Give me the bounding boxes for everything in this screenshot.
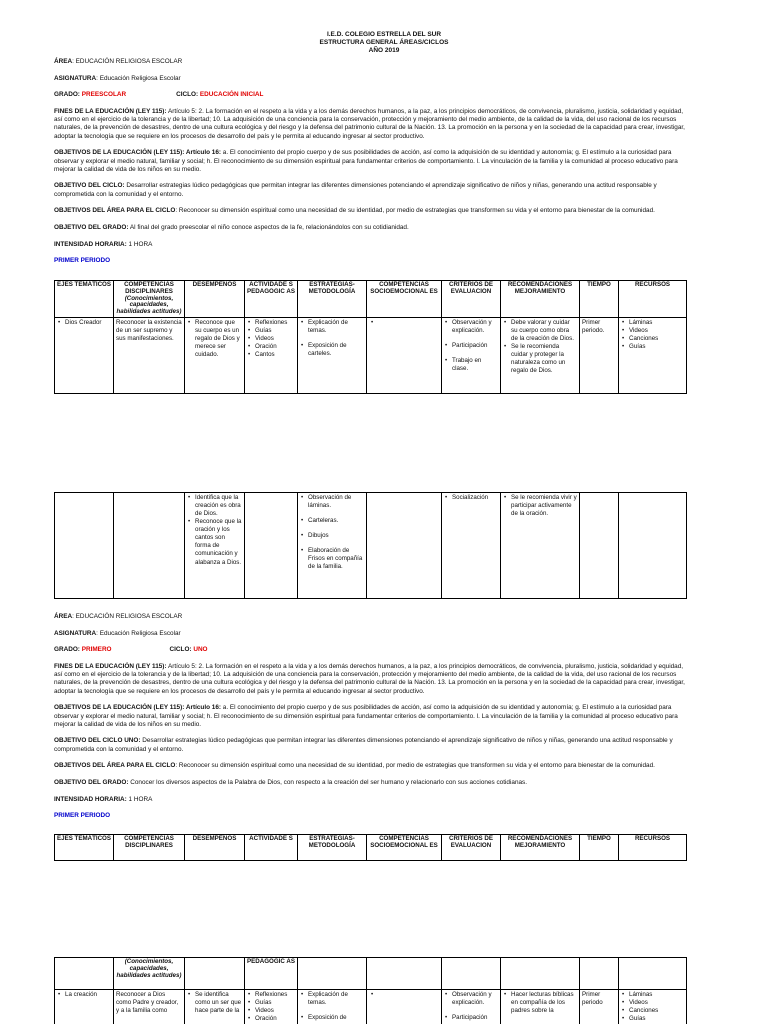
list-item: • Láminas [621, 991, 684, 999]
col-tiempo: TIEMPO [580, 281, 619, 318]
table-row [55, 318, 687, 394]
table-row [55, 990, 687, 1024]
cell-tiempo: Primer periodo. [580, 318, 619, 394]
area-line: ÁREA: EDUCACIÓN RELIGIOSA ESCOLAR [54, 613, 183, 620]
list-item: • Guías [247, 999, 295, 1007]
list-item: • Elaboración de Frisos en compañía de la familia. [300, 547, 364, 571]
list-item: • Videos [247, 335, 295, 343]
intensidad-line: INTENSIDAD HORARIA: 1 HORA [54, 795, 153, 803]
list-item: • Explicación de temas. [300, 991, 364, 1007]
list-item: • Guías [247, 327, 295, 335]
col-estrategias: ESTRATEGIAS-METODOLOGÍA [298, 835, 367, 861]
ciclo-value: UNO [193, 646, 208, 654]
objetivos-ley-paragraph: OBJETIVOS DE LA EDUCACIÓN (LEY 115): Artículo 16: a. El conocimiento del propio cuerpo y de sus posibilidades de acción, así como la adquisición de su identidad y autonomía; g. El estímulo a la curiosidad para observar y explorar el medio natural, familiar y social; h. El reconocimiento de su dimensión espiritual para fundamentar criterios de comportamiento. l. La vinculación de la familia y la comunidad al proceso educativo para mejorar la calidad de vida de los niños en su medio. [54, 704, 678, 728]
objetivo-ciclo-paragraph: OBJETIVO DEL CICLO UNO: Desarrollar estrategias lúdico pedagógicas que permitan integrar las diferentes dimensiones potenciando el aprendizaje significativo de niños y niñas, generando una actitud responsable y comprometida con la comunidad y el entorno. [54, 737, 673, 753]
primero-section [54, 613, 690, 821]
list-item: • Reconoce que su cuerpo es un regalo de Dios y merece ser cuidado. [187, 319, 242, 359]
document-year: AÑO 2019 [368, 46, 400, 54]
planning-table-preescolar-continued [54, 492, 687, 599]
col-competencias: COMPETENCIAS DISCIPLINARES [114, 835, 185, 861]
school-name: I.E.D. COLEGIO ESTRELLA DEL SUR [326, 31, 442, 38]
ciclo-value: EDUCACIÓN INICIAL [199, 91, 264, 99]
cell-competencia: Reconocer a Dios como Padre y creador, y a la familia como [114, 990, 185, 1024]
fines-paragraph: FINES DE LA EDUCACIÓN (LEY 115): Artículo 5: 2. La formación en el respeto a la vida y a los demás derechos humanos, a la paz, a los principios democráticos, de convivencia, pluralismo, justicia, solidaridad y equidad, así como en el ejercicio de la tolerancia y de la libertad; 10. La adquisición de una conciencia para la conservación, protección y mejoramiento del medio ambiente, de la calidad de la vida, del uso racional de los recursos naturales, de la prevención de desastres, dentro de una cultura ecológica y del riesgo y la defensa del patrimonio cultural de la Nación. 13. La promoción en la persona y en la sociedad de la capacidad para crear, investigar, adoptar la tecnología que se requiere en los procesos de desarrollo del país y le permita al educando ingresar al sector productivo. [54, 663, 685, 695]
planning-table-preescolar [54, 280, 687, 394]
list-item: • Participación [444, 342, 498, 350]
col-recursos: RECURSOS [619, 835, 687, 861]
list-item: • Trabajo en clase. [444, 357, 498, 373]
list-item: • Reconoce que la oración y los cantos son forma de comunicación y alabanza a Dios. [187, 518, 242, 566]
col-actividades: ACTIVIDADE S [245, 835, 298, 861]
fines-paragraph: FINES DE LA EDUCACIÓN (LEY 115): Artículo 5: 2. La formación en el respeto a la vida y a los demás derechos humanos, a la paz, a los principios democráticos, de convivencia, pluralismo, justicia, solidaridad y equidad, así como en el ejercicio de la tolerancia y de la libertad; 10. La adquisición de una conciencia para la conservación, protección y mejoramiento del medio ambiente, de la calidad de la vida, del uso racional de los recursos naturales, de la prevención de desastres, dentro de una cultura ecológica y del riesgo y la defensa del patrimonio cultural de la Nación. 13. La promoción en la persona y en la sociedad de la capacidad para crear, investigar, adoptar la tecnología que se requiere en los procesos de desarrollo del país y le permita al educando ingresar al sector productivo. [54, 108, 685, 140]
list-item: • Canciones [621, 1007, 684, 1015]
grado-value: PRIMERO [81, 646, 112, 654]
list-item: • Explicación de temas. [300, 319, 364, 335]
list-item: • Debe valorar y cuidar su cuerpo como obra de la creación de Dios. [503, 319, 577, 343]
bullet-mark: • [371, 991, 374, 998]
list-item: • Guías [621, 1015, 684, 1023]
list-item: • Cantos [247, 351, 295, 359]
col-recomendaciones: RECOMENDACIONES MEJORAMIENTO [501, 835, 580, 861]
list-item: • Guías [621, 343, 684, 351]
preescolar-section [54, 58, 690, 266]
list-item: • Observación de láminas. [300, 494, 364, 510]
list-item: • Observación y explicación. [444, 319, 498, 335]
document-title: ESTRUCTURA GENERAL ÁREAS/CICLOS [319, 38, 449, 46]
table-row [55, 493, 687, 599]
grado-ciclo-line: GRADO: PREESCOLAR CICLO: EDUCACIÓN INICIAL [54, 91, 264, 99]
list-item: • Exposición de [300, 1014, 364, 1022]
list-item: • Socialización [444, 494, 498, 502]
intensidad-line: INTENSIDAD HORARIA: 1 HORA [54, 240, 153, 248]
list-item: • Exposición de carteles. [300, 342, 364, 358]
col-recursos: RECURSOS [619, 281, 687, 318]
list-item: • Videos [621, 327, 684, 335]
objetivos-ley-paragraph: OBJETIVOS DE LA EDUCACIÓN (LEY 115): Artículo 16: a. El conocimiento del propio cuerpo y de sus posibilidades de acción, así como la adquisición de su identidad y autonomía; g. El estímulo a la curiosidad para observar y explorar el medio natural, familiar y social; h. El reconocimiento de su dimensión espiritual para fundamentar criterios de comportamiento. l. La vinculación de la familia y la comunidad al proceso educativo para mejorar la calidad de vida de los niños en su medio. [54, 149, 678, 173]
periodo-label: PRIMER PERIODO [54, 257, 111, 265]
col-socioemocionales: COMPETENCIAS SOCIOEMOCIONAL ES [367, 835, 442, 861]
list-item: • Oración [247, 1015, 295, 1023]
planning-table-primero [54, 834, 687, 861]
list-item: • Videos [621, 999, 684, 1007]
list-item: • Dios Creador [57, 319, 111, 327]
list-item: • Se identifica como un ser que hace parte de la [187, 991, 242, 1015]
objetivo-ciclo-paragraph: OBJETIVO DEL CICLO: Desarrollar estrategias lúdico pedagógicas que permitan integrar las diferentes dimensiones potenciando el aprendizaje significativo de niños y niñas, generando una actitud responsable y comprometida con la comunidad y el entorno. [54, 182, 657, 198]
table-header-row-continued: (Conocimientos, capacidades, habilidades actitudes) PEDAGOGIC AS [55, 958, 687, 990]
objetivo-grado-paragraph: OBJETIVO DEL GRADO: Al final del grado preescolar el niño conoce aspectos de la fe, relacionándolos con su cotidianidad. [54, 223, 409, 231]
asignatura-line: ASIGNATURA: Educación Religiosa Escolar [54, 74, 181, 82]
grado-value: PREESCOLAR [81, 91, 127, 99]
list-item: • Dibujos [300, 532, 364, 540]
list-item: • Se le recomienda cuidar y proteger la naturaleza como un regalo de Dios. [503, 343, 577, 375]
list-item: • Se le recomienda vivir y participar activamente de la oración. [503, 494, 577, 518]
list-item: • Hacer lecturas bíblicas en compañía de los padres sobre la [503, 991, 577, 1015]
table-header-row [55, 281, 687, 318]
document-header [0, 31, 768, 54]
objetivo-grado-paragraph: OBJETIVO DEL GRADO: Conocer los diversos aspectos de la Palabra de Dios, con respecto a la creación del ser humano y relacionarlo con sus acciones cotidianas. [54, 778, 528, 786]
objetivos-area-paragraph: OBJETIVOS DEL ÁREA PARA EL CICLO: Reconocer su dimensión espiritual como una necesidad de su identidad, por medio de estrategias que transformen su vida y el entorno para bienestar de la comunidad. [54, 762, 655, 770]
list-item: • Carteleras. [300, 517, 364, 525]
list-item: • Reflexiones [247, 319, 295, 327]
list-item: • Canciones [621, 335, 684, 343]
list-item: • Reflexiones [247, 991, 295, 999]
col-actividades: ACTIVIDADE S PEDAGOGIC AS [245, 281, 298, 318]
cell-tiempo: Primer periodo [580, 990, 619, 1024]
col-socioemocionales: COMPETENCIAS SOCIOEMOCIONAL ES [367, 281, 442, 318]
area-line: ÁREA: EDUCACIÓN RELIGIOSA ESCOLAR [54, 58, 183, 65]
asignatura-line: ASIGNATURA: Educación Religiosa Escolar [54, 629, 181, 637]
objetivos-area-paragraph: OBJETIVOS DEL ÁREA PARA EL CICLO: Reconocer su dimensión espiritual como una necesidad de su identidad, por medio de estrategias que transformen su vida y el entorno para bienestar de la comunidad. [54, 207, 655, 215]
col-estrategias: ESTRATEGIAS-METODOLOGÍA [298, 281, 367, 318]
col-ejes: EJES TEMÁTICOS [55, 281, 114, 318]
table-header-row [55, 835, 687, 861]
col-pedagogicas: PEDAGOGIC AS [245, 958, 298, 990]
grado-ciclo-line: GRADO: PRIMERO CICLO: UNO [54, 646, 208, 654]
col-tiempo: TIEMPO [580, 835, 619, 861]
list-item: • Observación y explicación. [444, 991, 498, 1007]
list-item: • Participación [444, 1014, 498, 1022]
col-criterios: CRITERIOS DE EVALUACION [442, 281, 501, 318]
list-item: • Oración [247, 343, 295, 351]
col-criterios: CRITERIOS DE EVALUACION [442, 835, 501, 861]
list-item: • Videos [247, 1007, 295, 1015]
cell-competencia: Reconocer la existencia de un ser supremo y sus manifestaciones. [114, 318, 185, 394]
col-competencias: COMPETENCIAS DISCIPLINARES (Conocimientos, capacidades, habilidades actitudes) [114, 281, 185, 318]
list-item: • Identifica que la creación es obra de Dios. [187, 494, 242, 518]
planning-table-primero-continued [54, 957, 687, 1024]
col-desempenos: DESEMPEÑOS [185, 835, 245, 861]
col-ejes: EJES TEMÁTICOS [55, 835, 114, 861]
list-item: • La creación [57, 991, 111, 999]
col-recomendaciones: RECOMENDACIONES MEJORAMIENTO [501, 281, 580, 318]
periodo-label: PRIMER PERIODO [54, 812, 111, 820]
col-desempenos: DESEMPEÑOS [185, 281, 245, 318]
bullet-mark: • [371, 319, 374, 327]
list-item: • Láminas [621, 319, 684, 327]
